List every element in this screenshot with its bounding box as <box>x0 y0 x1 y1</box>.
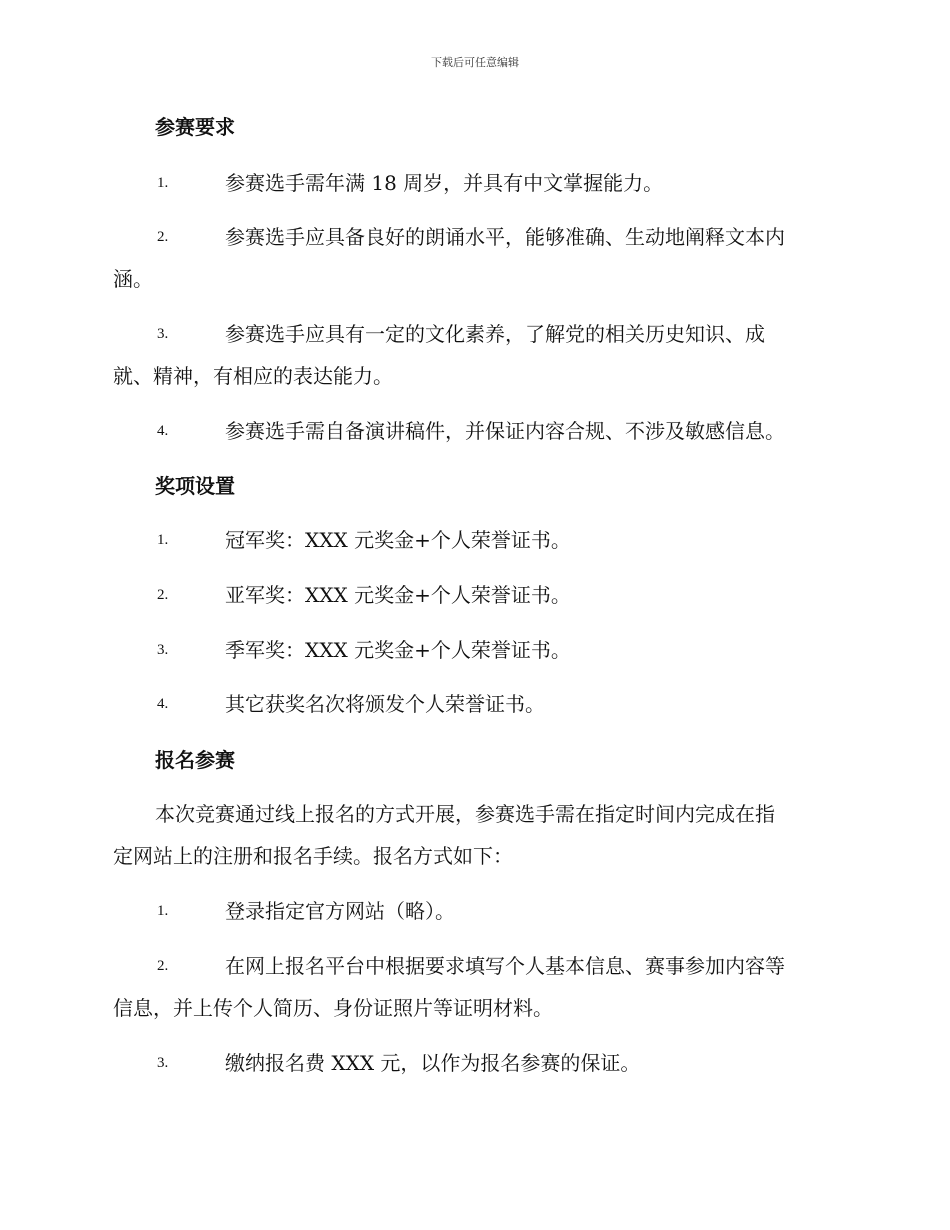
list-text: 参赛选手应具有一定的文化素养，了解党的相关历史知识、成 <box>225 322 765 346</box>
paragraph-text-continued: 定网站上的注册和报名手续。报名方式如下： <box>113 844 513 868</box>
list-number: 3. <box>157 642 169 658</box>
list-number: 1. <box>157 175 169 191</box>
list-number: 3. <box>157 1055 169 1071</box>
section-heading-awards: 奖项设置 <box>155 474 235 498</box>
list-number: 2. <box>157 229 169 245</box>
page-header: 下载后可任意编辑 <box>431 56 519 69</box>
list-text: 季军奖：XXX 元奖金+个人荣誉证书。 <box>225 638 571 662</box>
list-text: 亚军奖：XXX 元奖金+个人荣誉证书。 <box>225 583 571 607</box>
list-number: 2. <box>157 958 169 974</box>
list-text: 参赛选手应具备良好的朗诵水平，能够准确、生动地阐释文本内 <box>225 225 785 249</box>
list-text: 缴纳报名费 XXX 元，以作为报名参赛的保证。 <box>225 1051 641 1075</box>
section-heading-registration: 报名参赛 <box>155 748 235 772</box>
list-number: 1. <box>157 903 169 919</box>
list-text: 登录指定官方网站（略）。 <box>225 899 455 923</box>
list-number: 4. <box>157 423 169 439</box>
section-heading-requirements: 参赛要求 <box>155 115 235 139</box>
list-text-continued: 涵。 <box>113 267 153 291</box>
list-text-continued: 信息，并上传个人简历、身份证照片等证明材料。 <box>113 996 553 1020</box>
list-number: 1. <box>157 532 169 548</box>
list-number: 2. <box>157 587 169 603</box>
list-text-continued: 就、精神，有相应的表达能力。 <box>113 364 393 388</box>
list-text: 参赛选手需自备演讲稿件，并保证内容合规、不涉及敏感信息。 <box>225 419 785 443</box>
list-number: 3. <box>157 326 169 342</box>
list-number: 4. <box>157 696 169 712</box>
list-text: 参赛选手需年满 18 周岁，并具有中文掌握能力。 <box>225 171 664 195</box>
paragraph-text: 本次竞赛通过线上报名的方式开展，参赛选手需在指定时间内完成在指 <box>155 802 775 826</box>
list-text: 在网上报名平台中根据要求填写个人基本信息、赛事参加内容等 <box>225 954 785 978</box>
list-text: 冠军奖：XXX 元奖金+个人荣誉证书。 <box>225 528 571 552</box>
list-text: 其它获奖名次将颁发个人荣誉证书。 <box>225 692 545 716</box>
